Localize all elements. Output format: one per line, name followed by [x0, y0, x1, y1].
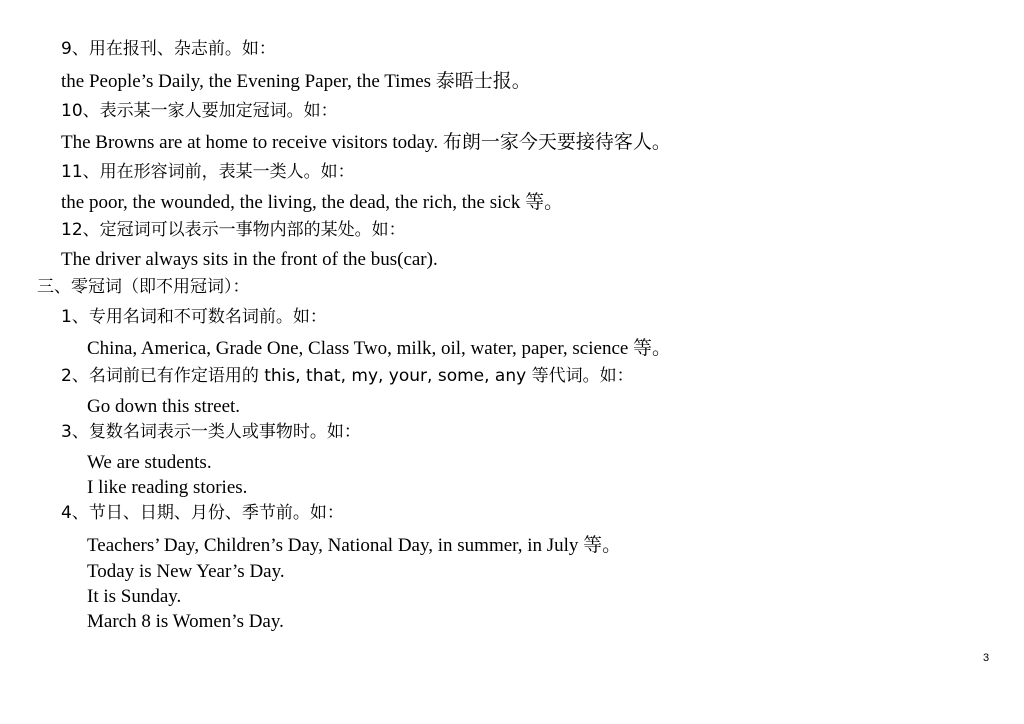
rule-10-example: The Browns are at home to receive visitors today. 布朗一家今天要接待客人。 [61, 132, 671, 153]
zero-rule-4-example-4: March 8 is Women’s Day. [87, 611, 284, 632]
rule-12-heading: 12、定冠词可以表示一事物内部的某处。如： [61, 220, 406, 240]
zero-rule-3-example-1: We are students. [87, 452, 212, 473]
rule-9-example: the People’s Daily, the Evening Paper, the Times 泰晤士报。 [61, 71, 531, 92]
zero-rule-4-example-3: It is Sunday. [87, 586, 182, 607]
zero-rule-1-heading: 1、专用名词和不可数名词前。如： [61, 307, 327, 327]
rule-11-example: the poor, the wounded, the living, the dead, the rich, the sick 等。 [61, 192, 564, 213]
zero-rule-2-example: Go down this street. [87, 396, 241, 417]
section-3-heading: 三、零冠词（即不用冠词）： [37, 277, 250, 297]
zero-rule-4-example-1: Teachers’ Day, Children’s Day, National Day, in summer, in July 等。 [87, 535, 622, 556]
zero-rule-4-example-2: Today is New Year’s Day. [87, 561, 285, 582]
zero-rule-3-heading: 3、复数名词表示一类人或事物时。如： [61, 422, 361, 442]
rule-9-heading: 9、用在报刊、杂志前。如： [61, 39, 276, 59]
zero-rule-4-heading: 4、节日、日期、月份、季节前。如： [61, 503, 344, 523]
rule-10-heading: 10、表示某一家人要加定冠词。如： [61, 101, 338, 121]
rule-11-heading: 11、用在形容词前，表某一类人。如： [61, 162, 355, 182]
zero-rule-2-heading: 2、名词前已有作定语用的 this, that, my, your, some, any 等代词。如： [61, 366, 634, 386]
rule-12-example: The driver always sits in the front of the bus(car). [61, 249, 438, 270]
zero-rule-1-example: China, America, Grade One, Class Two, milk, oil, water, paper, science 等。 [87, 338, 672, 359]
zero-rule-3-example-2: I like reading stories. [87, 477, 248, 498]
page-number: 3 [983, 652, 990, 664]
